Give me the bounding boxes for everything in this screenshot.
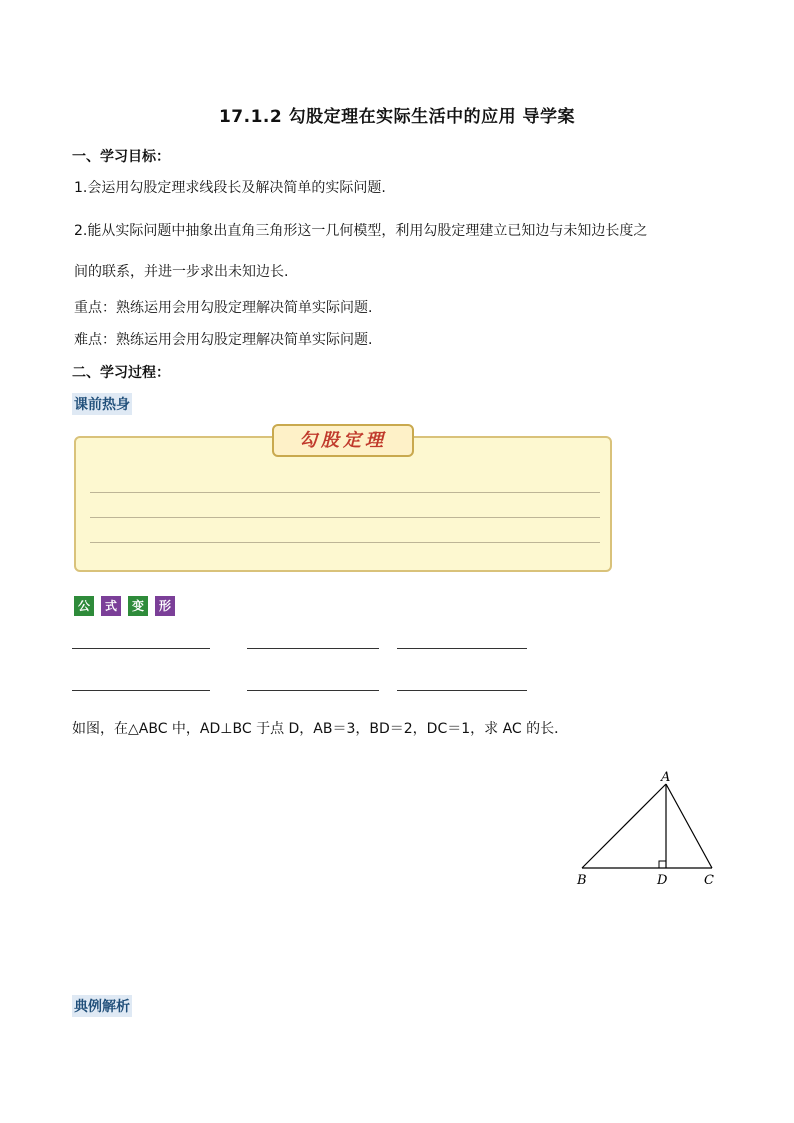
answer-blank [72, 690, 210, 691]
label-d: D [657, 873, 668, 888]
note-line [90, 492, 600, 493]
formula-chip: 变 [128, 596, 148, 616]
section-heading-goals: 一、学习目标： [72, 149, 170, 165]
label-a: A [661, 770, 671, 785]
formula-chip: 式 [101, 596, 121, 616]
answer-blank [72, 648, 210, 649]
answer-blank [397, 648, 527, 649]
goal-1: 1.会运用勾股定理求线段长及解决简单的实际问题. [74, 180, 386, 196]
theorem-banner: 勾股定理 [272, 424, 414, 457]
goal-2-line-1: 2.能从实际问题中抽象出直角三角形这一几何模型，利用勾股定理建立已知边与未知边长度之 [74, 223, 648, 239]
goal-2-line-2: 间的联系，并进一步求出未知边长. [74, 264, 289, 280]
right-angle-mark [659, 861, 666, 868]
section-heading-process: 二、学习过程： [72, 365, 170, 381]
note-line [90, 542, 600, 543]
answer-blank [247, 690, 379, 691]
answer-blank [397, 690, 527, 691]
side-ab [582, 784, 666, 868]
example-tag: 典例解析 [72, 995, 132, 1017]
warmup-tag: 课前热身 [72, 393, 132, 415]
label-c: C [704, 873, 714, 888]
triangle-figure [570, 762, 730, 892]
side-ac [666, 784, 712, 868]
note-line [90, 517, 600, 518]
difficulty-point: 难点：熟练运用会用勾股定理解决简单实际问题. [74, 332, 373, 348]
answer-blank [247, 648, 379, 649]
problem-text: 如图，在△ABC 中，AD⊥BC 于点 D，AB＝3，BD＝2，DC＝1，求 AC 的长． [72, 721, 569, 737]
label-b: B [577, 873, 587, 888]
formula-chip: 公 [74, 596, 94, 616]
page-title: 17.1.2 勾股定理在实际生活中的应用 导学案 [218, 107, 576, 127]
formula-chip: 形 [155, 596, 175, 616]
key-point: 重点：熟练运用会用勾股定理解决简单实际问题. [74, 300, 373, 316]
